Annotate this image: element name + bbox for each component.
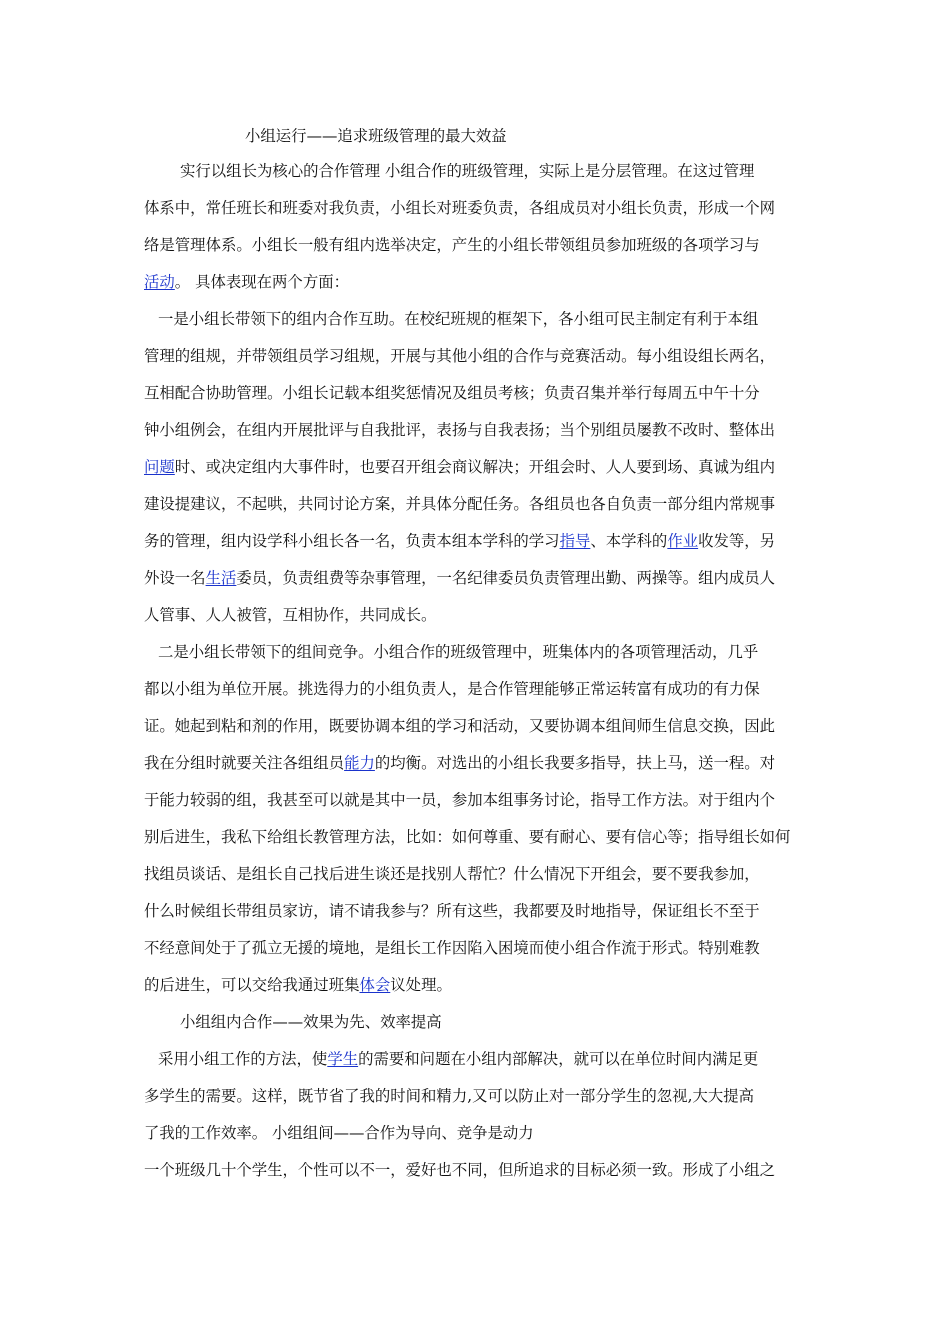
link-life[interactable]: 生活 — [205, 569, 237, 587]
paragraph-line: 问题时、或决定组内大事件时，也要召开组会商议解决；开组会时、人人要到场、真诚为组内 — [144, 458, 776, 476]
paragraph-line: 一是小组长带领下的组内合作互助。在校纪班规的框架下，各小组可民主制定有利于本组 — [158, 310, 759, 328]
paragraph-line: 都以小组为单位开展。挑选得力的小组负责人，是合作管理能够正常运转富有成功的有力保 — [144, 680, 760, 698]
paragraph-line: 我在分组时就要关注各组组员能力的均衡。对选出的小组长我要多指导，扶上马，送一程。对 — [144, 754, 776, 772]
paragraph-line: 一个班级几十个学生，个性可以不一，爱好也不同，但所追求的目标必须一致。形成了小组之 — [144, 1161, 776, 1179]
paragraph-line: 钟小组例会，在组内开展批评与自我批评，表扬与自我表扬；当个别组员屡教不改时、整体出 — [144, 421, 776, 439]
paragraph-line: 什么时候组长带组员家访，请不请我参与？所有这些，我都要及时地指导，保证组长不至于 — [144, 902, 760, 920]
link-ability[interactable]: 能力 — [344, 754, 375, 772]
link-homework[interactable]: 作业 — [667, 532, 699, 550]
paragraph-line: 络是管理体系。小组长一般有组内选举决定，产生的小组长带领组员参加班级的各项学习与 — [144, 236, 760, 254]
link-student[interactable]: 学生 — [327, 1050, 359, 1068]
paragraph-line: 实行以组长为核心的合作管理 小组合作的班级管理，实际上是分层管理。在这过管理 — [180, 162, 755, 180]
paragraph-line: 活动。 具体表现在两个方面： — [144, 273, 349, 291]
paragraph-line: 二是小组长带领下的组间竞争。小组合作的班级管理中，班集体内的各项管理活动，几乎 — [158, 643, 759, 661]
link-guidance[interactable]: 指导 — [559, 532, 591, 550]
paragraph-line: 外设一名生活委员，负责组费等杂事管理，一名纪律委员负责管理出勤、两操等。组内成员人 — [144, 569, 776, 587]
section-heading: 小组组内合作——效果为先、效率提高 — [180, 1013, 442, 1031]
paragraph-line: 别后进生，我私下给组长教管理方法，比如：如何尊重、要有耐心、要有信心等；指导组长如何 — [144, 828, 791, 846]
paragraph-line: 证。她起到粘和剂的作用，既要协调本组的学习和活动，又要协调本组间师生信息交换，因此 — [144, 717, 776, 735]
paragraph-line: 于能力较弱的组，我甚至可以就是其中一员，参加本组事务讨论，指导工作方法。对于组内个 — [144, 791, 776, 809]
link-meeting[interactable]: 体会 — [359, 976, 391, 994]
document-title: 小组运行——追求班级管理的最大效益 — [245, 127, 507, 145]
paragraph-line: 找组员谈话、是组长自己找后进生谈还是找别人帮忙？什么情况下开组会，要不要我参加， — [144, 865, 760, 883]
paragraph-line: 互相配合协助管理。小组长记载本组奖惩情况及组员考核；负责召集并举行每周五中午十分 — [144, 384, 760, 402]
link-activity[interactable]: 活动 — [144, 273, 175, 291]
paragraph-line: 采用小组工作的方法，使学生的需要和问题在小组内部解决，就可以在单位时间内满足更 — [158, 1050, 759, 1068]
paragraph-line: 建设提建议，不起哄，共同讨论方案，并具体分配任务。各组员也各自负责一部分组内常规事 — [144, 495, 776, 513]
paragraph-line: 人管事、人人被管，互相协作，共同成长。 — [144, 606, 437, 624]
paragraph-line: 不经意间处于了孤立无援的境地，是组长工作因陷入困境而使小组合作流于形式。特别难教 — [144, 939, 760, 957]
paragraph-line: 管理的组规，并带领组员学习组规，开展与其他小组的合作与竞赛活动。每小组设组长两名， — [144, 347, 776, 365]
link-problem[interactable]: 问题 — [144, 458, 175, 476]
paragraph-line: 多学生的需要。这样，既节省了我的时间和精力,又可以防止对一部分学生的忽视,大大提高 — [144, 1087, 755, 1105]
paragraph-line: 了我的工作效率。 小组组间——合作为导向、竞争是动力 — [144, 1124, 534, 1142]
paragraph-line: 的后进生，可以交给我通过班集体会议处理。 — [144, 976, 452, 994]
paragraph-line: 体系中，常任班长和班委对我负责，小组长对班委负责，各组成员对小组长负责，形成一个网 — [144, 199, 776, 217]
paragraph-line: 务的管理，组内设学科小组长各一名，负责本组本学科的学习指导、本学科的作业收发等，另 — [144, 532, 776, 550]
